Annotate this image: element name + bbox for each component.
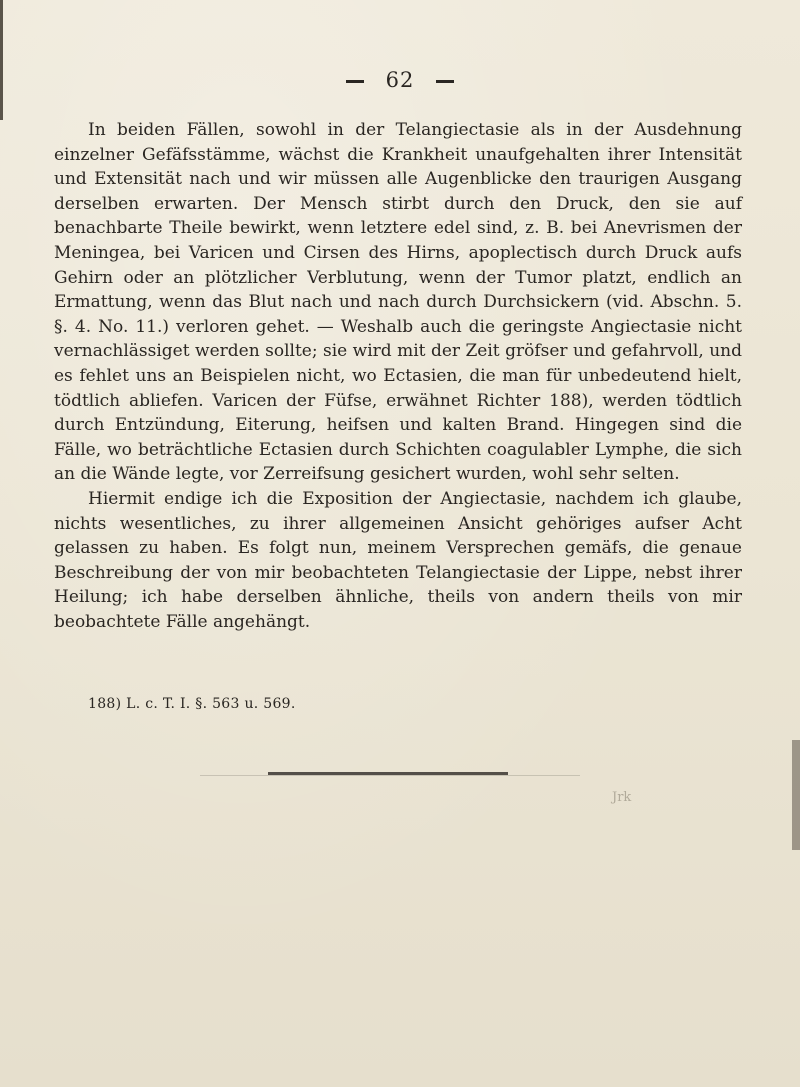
body-text [54, 118, 742, 634]
bleed-through-rule [200, 775, 580, 776]
catchword: Jrk [612, 790, 632, 805]
header-dash-right [436, 80, 454, 83]
page-edge-mark [792, 740, 800, 850]
page-edge-shadow [0, 0, 3, 120]
paragraph-1: In beiden Fällen, sowohl in der Telangiectasie als in der Ausdehnung einzelner Gefäfsstämme, wächst die Krankheit unaufgehalten ihrer Intensität und Extensität nach und wir müssen alle Augenblicke den traurigen Ausgang derselben erwarten. Der Mensch stirbt durch den Druck, den sie auf benachbarte Theile bewirkt, wenn letztere edel sind, z. B. bei Anevrismen der Meningea, bei Varicen und Cirsen des Hirns, apoplectisch durch Druck aufs Gehirn oder an plötzlicher Verblutung, wenn der Tumor platzt, endlich an Ermattung, wenn das Blut nach und nach durch Durchsickern (vid. Abschn. 5. §. 4. No. 11.) verloren gehet. — Weshalb auch die geringste Angiectasie nicht vernachlässiget werden sollte; sie wird mit der Zeit gröfser und gefahrvoll, und es fehlet uns an Beispielen nicht, wo Ectasien, die man für unbedeutend hielt, tödtlich abliefen. Varicen der Füfse, erwähnet Richter 188), werden tödtlich durch Entzündung, Eiterung, heifsen und kalten Brand. Hingegen sind die Fälle, wo beträchtliche Ectasien durch Schichten coagulabler Lymphe, die sich an die Wände legte, vor Zerreifsung gesichert wurden, wohl sehr selten. [54, 120, 742, 485]
footnote: 188) L. c. T. I. §. 563 u. 569. [88, 696, 296, 712]
header-dash-left [346, 80, 364, 83]
page-number: 62 [385, 68, 415, 92]
page-header [0, 68, 800, 92]
section-rule [268, 772, 508, 775]
paragraph-2: Hiermit endige ich die Exposition der Angiectasie, nachdem ich glaube, nichts wesentliches, zu ihrer allgemeinen Ansicht gehöriges aufser Acht gelassen zu haben. Es folgt nun, meinem Versprechen gemäfs, die genaue Beschreibung der von mir beobachteten Telangiectasie der Lippe, nebst ihrer Heilung; ich habe derselben ähnliche, theils von andern theils von mir beobachtete Fälle angehängt. [54, 488, 742, 632]
